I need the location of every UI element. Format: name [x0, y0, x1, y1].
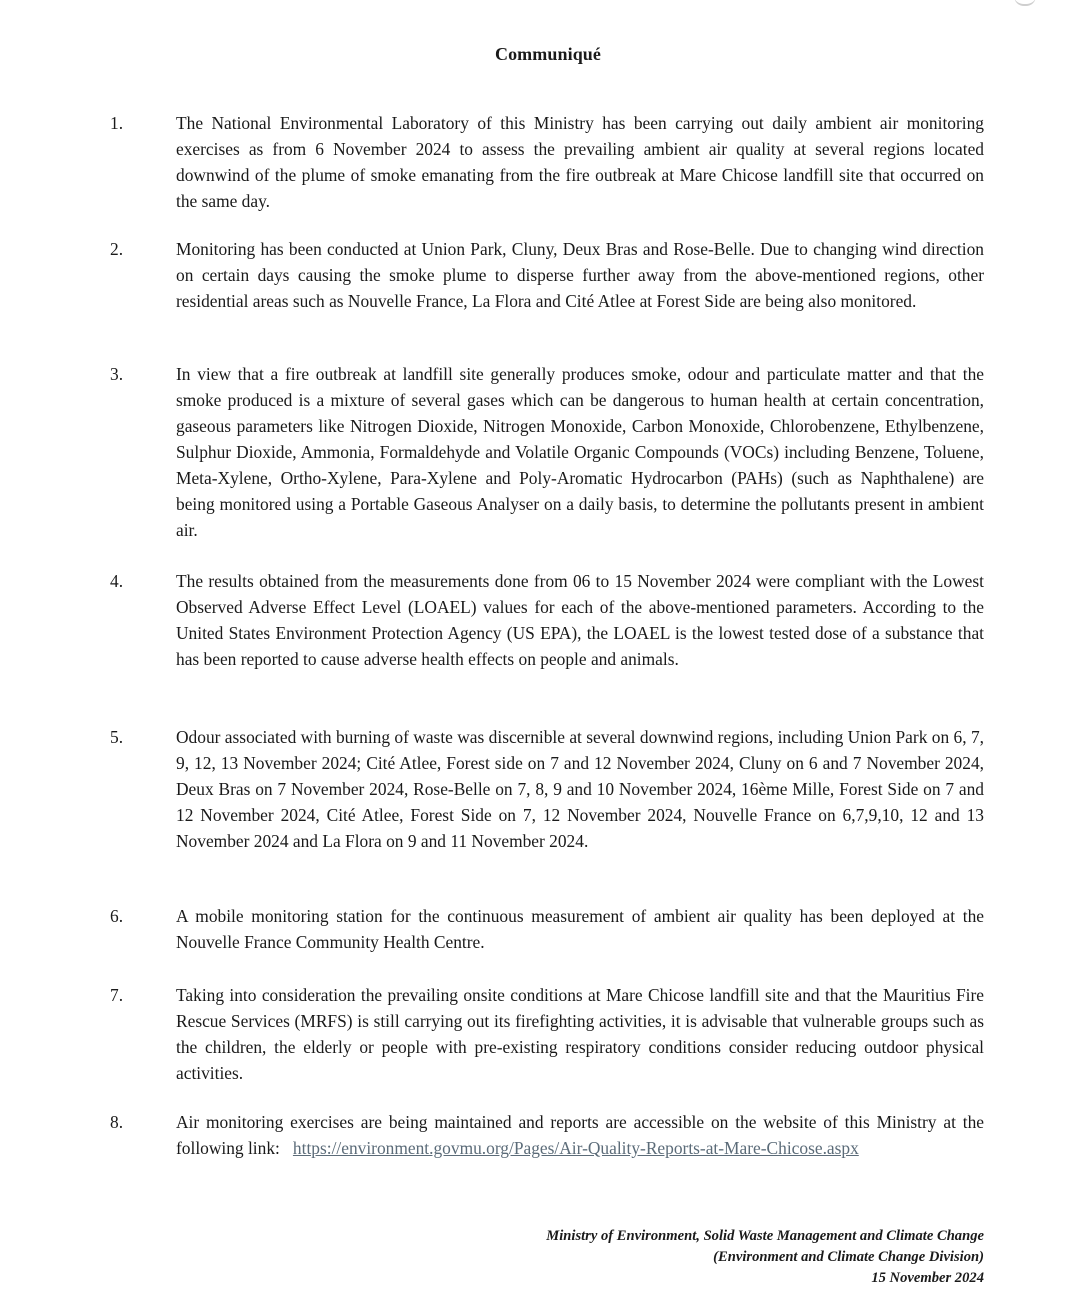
signature-block: [546, 1226, 984, 1289]
paragraph-number: 5.: [110, 727, 124, 747]
paragraph-6: [110, 903, 984, 955]
paragraph-8: [110, 1109, 984, 1161]
paragraph-text: The results obtained from the measurements done from 06 to 15 November 2024 were compliant with the Lowest Observed Adverse Effect Level (LOAEL) values for each of the above-mentioned parameters. According to the United States Environment Protection Agency (US EPA), the LOAEL is the lowest tested dose of a substance that has been reported to cause adverse health effects on people and animals.: [176, 571, 984, 669]
paragraph-number: 7.: [110, 985, 124, 1005]
paragraph-text: Taking into consideration the prevailing onsite conditions at Mare Chicose landfill site and that the Mauritius Fire Rescue Services (MRFS) is still carrying out its firefighting activities, it is advisable that vulnerable groups such as the children, the elderly or people with pre-existing respiratory conditions consider reducing outdoor physical activities.: [176, 985, 984, 1083]
paragraph-number: 1.: [110, 113, 124, 133]
paragraph-7: [110, 982, 984, 1086]
paragraph-number: 4.: [110, 571, 124, 591]
signature-ministry: Ministry of Environment, Solid Waste Management and Climate Change: [546, 1228, 984, 1244]
paragraph-text: In view that a fire outbreak at landfill site generally produces smoke, odour and particulate matter and that the smoke produced is a mixture of several gases which can be dangerous to human health at certain concentration, gaseous parameters like Nitrogen Dioxide, Nitrogen Monoxide, Carbon Monoxide, Chlorobenzene, Ethylbenzene, Sulphur Dioxide, Ammonia, Formaldehyde and Volatile Organic Compounds (VOCs) including Benzene, Toluene, Meta-Xylene, Ortho-Xylene, Para-Xylene and Poly-Aromatic Hydrocarbon (PAHs) (such as Naphthalene) are being monitored using a Portable Gaseous Analyser on a daily basis, to determine the pollutants present in ambient air.: [176, 364, 984, 540]
signature-date: 15 November 2024: [871, 1270, 984, 1286]
signature-division: (Environment and Climate Change Division): [713, 1249, 984, 1265]
paragraph-text: Odour associated with burning of waste was discernible at several downwind regions, including Union Park on 6, 7, 9, 12, 13 November 2024; Cité Atlee, Forest side on 7 and 12 November 2024, Cluny on 6 and 7 November 2024, Deux Bras on 7 November 2024, Rose-Belle on 7, 8, 9 and 10 November 2024, 16ème Mille, Forest Side on 7 and 12 November 2024, Cité Atlee, Forest Side on 7, 12 November 2024, Nouvelle France on 6,7,9,10, 12 and 13 November 2024 and La Flora on 9 and 11 November 2024.: [176, 727, 984, 851]
paragraph-number: 3.: [110, 364, 124, 384]
paragraph-number: 8.: [110, 1112, 124, 1132]
paragraph-2: [110, 236, 984, 314]
paragraph-text: Air monitoring exercises are being maintained and reports are accessible on the website of this Ministry at the following link:: [176, 1112, 984, 1158]
page-title: Communiqué: [494, 44, 602, 64]
paragraph-text-container: [176, 1109, 984, 1161]
paragraph-text: The National Environmental Laboratory of this Ministry has been carrying out daily ambient air monitoring exercises as from 6 November 2024 to assess the prevailing ambient air quality at several regions located downwind of the plume of smoke emanating from the fire outbreak at Mare Chicose landfill site that occurred on the same day.: [176, 113, 984, 211]
page-corner-mark: [1014, 0, 1036, 6]
paragraph-text: Monitoring has been conducted at Union Park, Cluny, Deux Bras and Rose-Belle. Due to changing wind direction on certain days causing the smoke plume to disperse further away from the above-mentioned regions, other residential areas such as Nouvelle France, La Flora and Cité Atlee at Forest Side are being also monitored.: [176, 239, 984, 311]
paragraph-text: A mobile monitoring station for the continuous measurement of ambient air quality has been deployed at the Nouvelle France Community Health Centre.: [176, 906, 984, 952]
paragraph-3: [110, 361, 984, 543]
paragraph-4: [110, 568, 984, 672]
paragraph-1: [110, 110, 984, 214]
paragraph-number: 2.: [110, 239, 124, 259]
air-quality-reports-link[interactable]: https://environment.govmu.org/Pages/Air-Quality-Reports-at-Mare-Chicose.aspx: [292, 1138, 859, 1158]
paragraph-number: 6.: [110, 906, 124, 926]
paragraph-5: [110, 724, 984, 854]
